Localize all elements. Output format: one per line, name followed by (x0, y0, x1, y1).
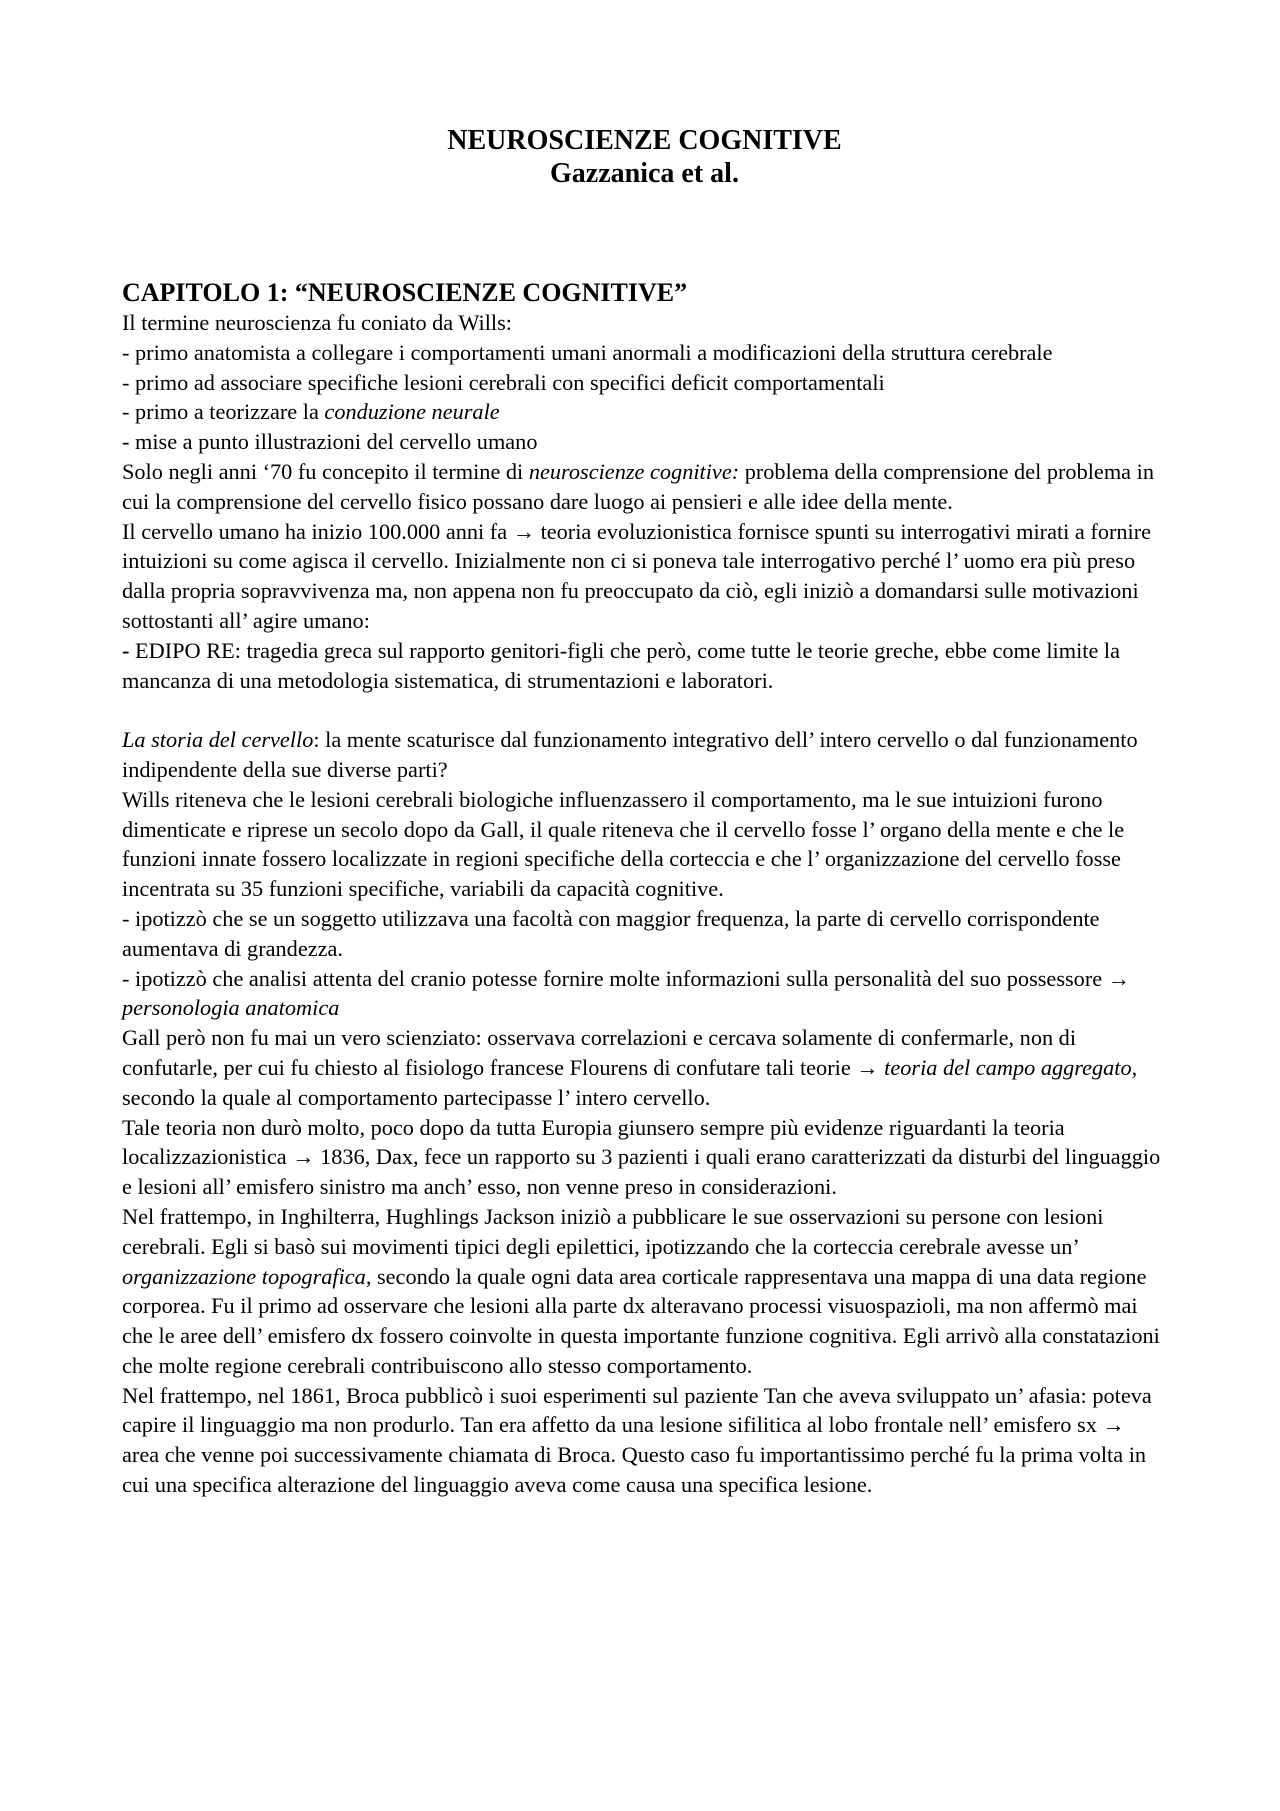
bold-dash: - (122, 637, 130, 663)
paragraph-text: Gall però non fu mai un vero scienziato: osservava correlazioni e cercava solamente di confermarle, non di confutarle, per cui fu chiesto al fisiologo francese Flourens di confutare tali teorie → (122, 1025, 1077, 1080)
paragraph-text: secondo la quale ogni data area corticale rappresentava una mappa di una data regione corporea. Fu il primo ad osservare che lesioni alla parte dx alteravano processi visuospazioli, ma non affermò mai che le aree dell’ emisfero dx fossero coinvolte in questa importante funzione cognitiva. Egli arrivò alla constatazioni che molte regione cerebrali contribuiscono allo stesso comportamento. (122, 1263, 1160, 1378)
paragraph-text: : la mente scaturisce dal funzionamento integrativo dell’ intero cervello o dal funzionamento indipendente della sue diverse parti? (122, 727, 1138, 782)
paragraph-text: problema della comprensione del problema in cui la comprensione del cervello fisico possano dare luogo ai pensieri e alle idee della mente. (122, 458, 1154, 514)
list-item: - primo anatomista a collegare i comportamenti umani anormali a modificazioni della struttura cerebrale (122, 339, 1053, 365)
intro-paragraph: Il termine neuroscienza fu coniato da Wills: (122, 310, 512, 335)
emphasis-term: conduzione neurale (324, 399, 500, 425)
paragraph (122, 725, 1167, 785)
paragraph: Il cervello umano ha inizio 100.000 anni fa → teoria evoluzionistica fornisce spunti su interrogativi mirati a fornire intuizioni su come agisca il cervello. Inizialmente non ci si poneva tale interrogativo perché l’ uomo era più preso dalla propria sopravvivenza ma, non appena non fu preoccupato da ciò, egli iniziò a domandarsi sulle motivazioni sottostanti all’ agire umano: (122, 518, 1152, 633)
chapter-body (122, 308, 1167, 1500)
section-lead: La storia del cervello (122, 727, 314, 753)
paragraph-text: Nel frattempo, in Inghilterra, Hughlings Jackson iniziò a pubblicare le sue osservazioni su persone con lesioni cerebrali. Egli si basò sui movimenti tipici degli epilettici, ipotizzando che la corteccia cerebrale avesse un’ (122, 1203, 1104, 1259)
document-page (122, 124, 1167, 1500)
chapter-heading: CAPITOLO 1: “NEUROSCIENZE COGNITIVE” (122, 278, 688, 307)
list-item: - primo ad associare specifiche lesioni cerebrali con specifici deficit comportamentali (122, 369, 885, 395)
list-item (122, 397, 1167, 427)
list-item-text: EDIPO RE: tragedia greca sul rapporto genitori-figli che però, come tutte le teorie greche, ebbe come limite la mancanza di una metodologia sistematica, di strumentazioni e laboratori. (122, 637, 1121, 693)
emphasis-term: teoria del campo aggregato, (884, 1054, 1138, 1080)
paragraph-spacer (122, 695, 1167, 725)
list-item (122, 636, 1167, 696)
emphasis-term: personologia anatomica (122, 995, 340, 1021)
paragraph-text: secondo la quale al comportamento partecipasse l’ intero cervello. (122, 1084, 711, 1110)
paragraph (122, 457, 1167, 517)
emphasis-term: organizzazione topografica, (122, 1263, 372, 1289)
list-item: - mise a punto illustrazioni del cervello umano (122, 429, 538, 455)
paragraph: Nel frattempo, nel 1861, Broca pubblicò i suoi esperimenti sul paziente Tan che aveva sviluppato un’ afasia: poteva capire il linguaggio ma non produrlo. Tan era affetto da una lesione sifilitica al lobo frontale nell’ emisfero sx → area che venne poi successivamente chiamata di Broca. Questo caso fu importantissimo perché fu la prima volta in cui una specifica alterazione del linguaggio aveva come causa una specifica lesione. (122, 1382, 1152, 1498)
list-item-text: - ipotizzò che analisi attenta del cranio potesse fornire molte informazioni sulla personalità del suo possessore → (122, 965, 1131, 991)
list-item: - ipotizzò che se un soggetto utilizzava una facoltà con maggior frequenza, la parte di cervello corrispondente aumentava di grandezza. (122, 905, 1100, 961)
document-author: Gazzanica et al. (550, 158, 739, 189)
list-item (122, 964, 1167, 1024)
paragraph-text: Solo negli anni ‘70 fu concepito il termine di (122, 458, 529, 484)
paragraph (122, 1202, 1167, 1381)
paragraph: Tale teoria non durò molto, poco dopo da tutta Europia giunsero sempre più evidenze riguardanti la teoria localizzazionistica → 1836, Dax, fece un rapporto su 3 pazienti i quali erano caratterizzati da disturbi del linguaggio e lesioni all’ emisfero sinistro ma anch’ esso, non venne preso in considerazioni. (122, 1114, 1161, 1200)
paragraph: Wills riteneva che le lesioni cerebrali biologiche influenzassero il comportamento, ma le sue intuizioni furono dimenticate e riprese un secolo dopo da Gall, il quale riteneva che il cervello fosse l’ organo della mente e che le funzioni innate fossero localizzate in regioni specifiche della corteccia e che l’ organizzazione del cervello fosse incentrata su 35 funzioni specifiche, variabili da capacità cognitive. (122, 786, 1125, 902)
list-item-text: - primo a teorizzare la (122, 399, 325, 425)
emphasis-term: neuroscienze cognitive: (528, 458, 740, 484)
document-title: NEUROSCIENZE COGNITIVE (447, 125, 842, 156)
paragraph (122, 1023, 1167, 1112)
